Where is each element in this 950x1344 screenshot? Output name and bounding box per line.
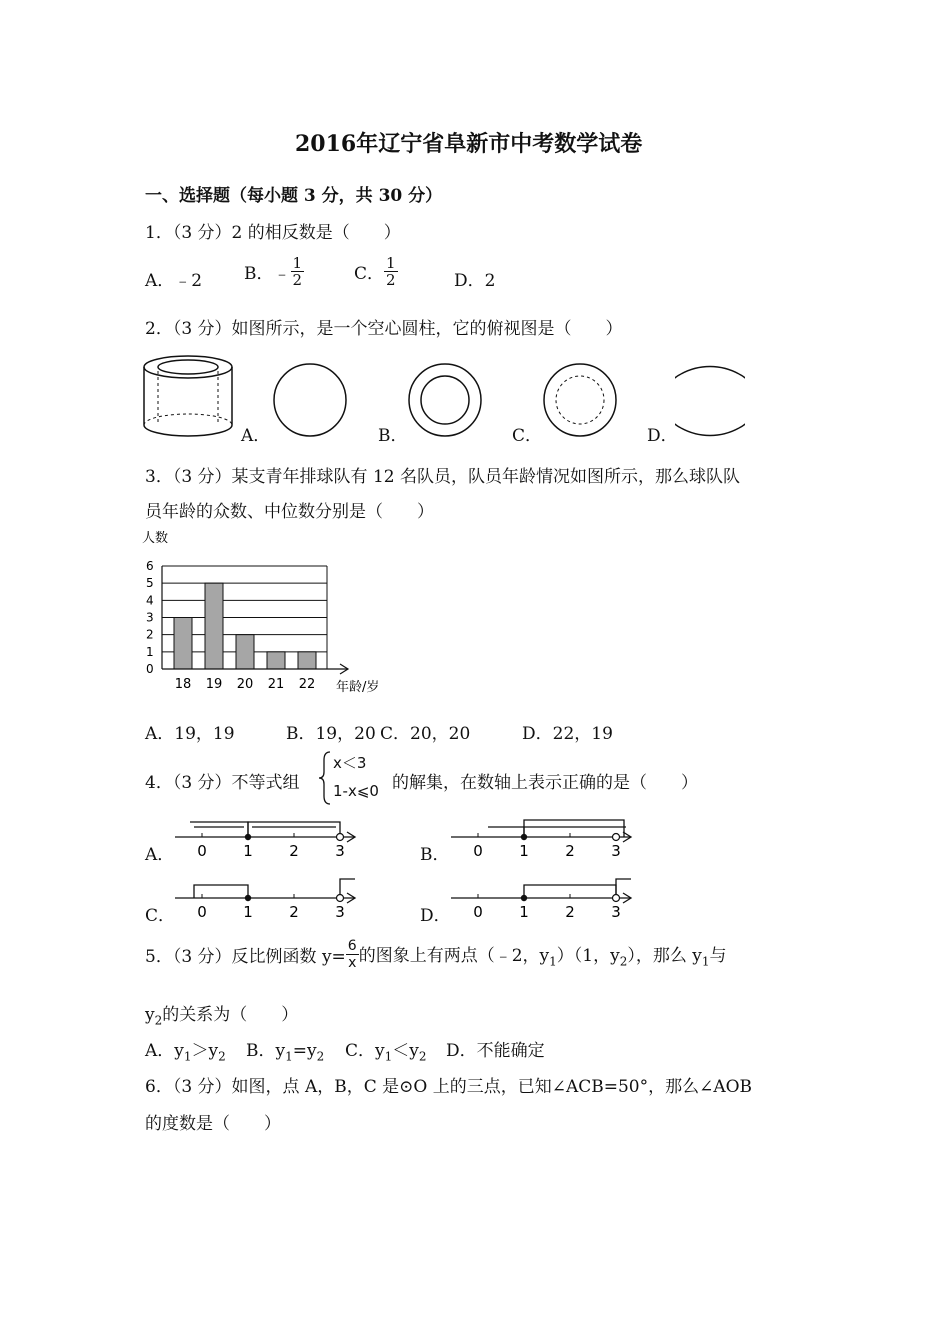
chart-yticks — [146, 559, 154, 676]
q2-option-d-shape[interactable] — [675, 364, 745, 438]
q4-option-d-numberline[interactable] — [448, 873, 638, 923]
q4-option-d-label[interactable]: D． — [420, 906, 451, 926]
question-5-stem-line2: $y_2$的关系为（ ） — [145, 1005, 299, 1028]
open-point — [613, 895, 620, 902]
question-3-stem-line1: 3．（3 分）某支青年排球队有 12 名队员，队员年龄情况如图所示，那么球队队 — [145, 467, 740, 487]
open-point — [337, 834, 344, 841]
chart-ytick-label: 5 — [146, 576, 154, 591]
number-line-tick-label: 2 — [289, 903, 299, 921]
chart-ytick-label: 6 — [146, 559, 154, 573]
q4-option-b-numberline[interactable] — [448, 812, 638, 862]
chart-bar — [205, 583, 223, 669]
q1-option-d[interactable]: D．2 — [454, 271, 496, 291]
q4-option-a-label[interactable]: A． — [145, 845, 175, 865]
number-line-tick-label: 2 — [565, 903, 575, 921]
q2-option-c-label[interactable]: C． — [512, 426, 543, 446]
q2-option-b-label[interactable]: B． — [378, 426, 408, 446]
number-line-tick-label: 1 — [243, 903, 253, 921]
number-line-tick-label: 3 — [335, 842, 345, 860]
fraction: $\frac{1}{2}$ — [292, 254, 303, 289]
q1-option-a[interactable]: A．﹣2 — [145, 271, 203, 291]
q5-option-a[interactable]: A．$y_1>y_2$ — [145, 1041, 226, 1064]
q5-option-c[interactable]: C．$y_1<y_2$ — [345, 1041, 427, 1064]
q3-option-b[interactable]: B．19，20 — [286, 724, 376, 744]
age-bar-chart — [140, 526, 400, 698]
chart-bar — [267, 652, 285, 669]
chart-ytick-label: 3 — [146, 610, 154, 625]
chart-ytick-label: 4 — [146, 593, 154, 608]
open-point — [337, 895, 344, 902]
number-line-tick-label: 3 — [611, 903, 621, 921]
q4-option-c-numberline[interactable] — [172, 873, 362, 923]
inequality-brace — [318, 750, 332, 806]
inequality-1: x＜3 — [333, 754, 367, 772]
solid-point — [245, 834, 251, 840]
number-line-tick-label: 0 — [473, 842, 483, 860]
question-1-stem: 1．（3 分）2 的相反数是（ ） — [145, 223, 401, 243]
chart-ytick-label: 0 — [146, 662, 154, 676]
chart-xlabel: 年龄/岁 — [336, 680, 380, 695]
chart-xticks — [175, 677, 316, 692]
chart-xtick-label: 22 — [298, 677, 316, 692]
number-line-tick-label: 1 — [519, 903, 529, 921]
solution-ray — [190, 822, 248, 837]
q4-option-b-label[interactable]: B． — [420, 845, 450, 865]
chart-ytick-label: 1 — [146, 644, 154, 659]
q2-option-c-dashed-ring[interactable] — [540, 360, 620, 440]
q3-option-c[interactable]: C．20，20 — [380, 724, 471, 744]
q5-option-d[interactable]: D．不能确定 — [446, 1041, 545, 1061]
chart-xtick-label: 21 — [267, 677, 285, 692]
q4-stem-suffix: 的解集，在数轴上表示正确的是（ ） — [392, 773, 698, 793]
fraction: $\frac{1}{2}$ — [386, 254, 396, 289]
q4-option-a-numberline[interactable] — [172, 812, 362, 862]
q2-option-a-circle[interactable] — [270, 360, 350, 440]
solid-point — [521, 895, 527, 901]
q1-option-c-prefix: C． — [354, 264, 385, 284]
chart-xtick-label: 19 — [205, 677, 223, 692]
q1-option-c[interactable] — [354, 255, 398, 288]
open-point — [613, 834, 620, 841]
number-line-tick-label: 2 — [289, 842, 299, 860]
number-line-tick-label: 0 — [197, 842, 207, 860]
hollow-cylinder-figure — [140, 353, 236, 443]
section-heading: 一、选择题（每小题 3 分，共 30 分） — [145, 186, 443, 206]
number-line-tick-label: 2 — [565, 842, 575, 860]
question-6-stem-line1: 6．（3 分）如图，点 A，B，C 是⊙O 上的三点，已知∠ACB=50°，那么∠AOB — [145, 1077, 753, 1097]
solid-point — [245, 895, 251, 901]
chart-bar — [236, 635, 254, 669]
solution-ray — [524, 827, 626, 837]
q3-option-a[interactable]: A．19，19 — [145, 724, 235, 744]
q2-option-b-ring[interactable] — [405, 360, 485, 440]
question-4-stem — [145, 768, 300, 793]
q5-stem-prefix: 5．（3 分）反比例函数 y= — [145, 947, 346, 967]
q1-option-b[interactable] — [244, 255, 304, 288]
chart-xtick-label: 20 — [236, 677, 254, 692]
q3-option-d[interactable]: D．22，19 — [522, 724, 613, 744]
number-line-tick-label: 1 — [243, 842, 253, 860]
chart-ylabel: 人数 — [142, 531, 169, 546]
number-line-tick-label: 1 — [519, 842, 529, 860]
chart-ytick-label: 2 — [146, 627, 154, 642]
q2-option-a-label[interactable]: A． — [241, 426, 271, 446]
chart-bar — [298, 652, 316, 669]
question-3-stem-line2: 员年龄的众数、中位数分别是（ ） — [145, 502, 434, 522]
solid-point — [521, 834, 527, 840]
question-2-stem: 2．（3 分）如图所示，是一个空心圆柱，它的俯视图是（ ） — [145, 319, 623, 339]
chart-bars — [174, 583, 316, 669]
question-5-stem: 5．（3 分）反比例函数 y= $\frac{6}{x}$ 的图象上有两点（﹣2，$y_1)(1$，$y_2$），那么 $y_1$与 — [145, 938, 727, 971]
page-title: 2016年辽宁省阜新市中考数学试卷 — [295, 131, 643, 157]
q1-option-b-prefix: B．﹣ — [244, 264, 291, 284]
chart-xtick-label: 18 — [174, 677, 192, 692]
number-line-tick-label: 0 — [473, 903, 483, 921]
chart-bar — [174, 618, 192, 670]
q4-option-c-label[interactable]: C． — [145, 906, 176, 926]
number-line-tick-label: 3 — [335, 903, 345, 921]
fraction: $\frac{6}{x}$ — [347, 938, 357, 971]
number-line-tick-label: 0 — [197, 903, 207, 921]
q5-option-b[interactable]: B．$y_1=y_2$ — [246, 1041, 325, 1064]
q2-option-d-label[interactable]: D． — [647, 426, 678, 446]
inequality-2: 1-x⩽0 — [333, 782, 379, 800]
question-6-stem-line2: 的度数是（ ） — [145, 1114, 281, 1134]
q4-stem-prefix: 4．（3 分）不等式组 — [145, 773, 300, 793]
solution-ray — [524, 820, 624, 837]
number-line-tick-label: 3 — [611, 842, 621, 860]
